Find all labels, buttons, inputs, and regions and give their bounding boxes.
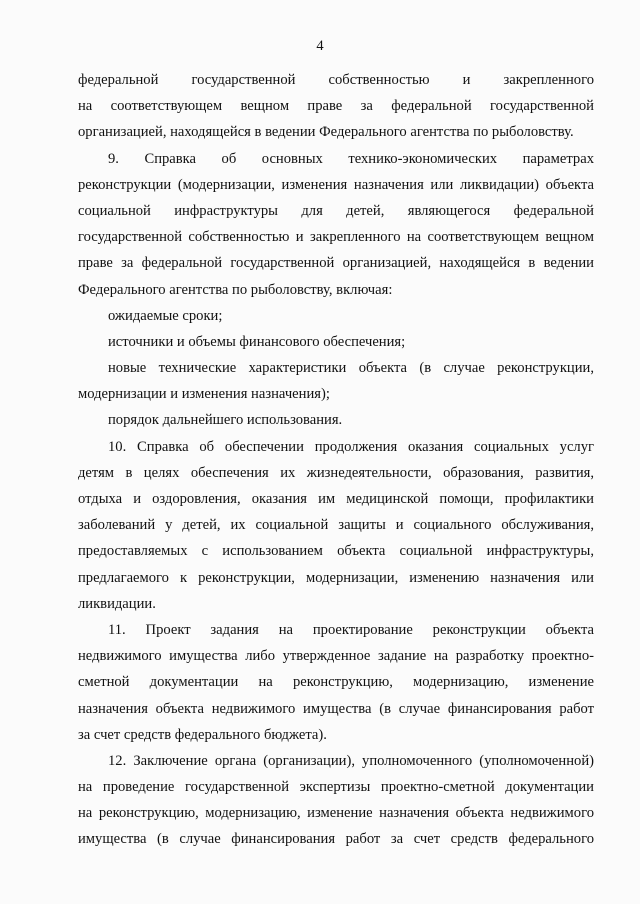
text-line: модернизации и изменения назначения);: [78, 386, 330, 403]
text-line: имущества (в случае финансирования работ за счет средств федерального: [78, 831, 594, 848]
text-line: недвижимого имущества либо утвержденное задание на разработку проектно-: [78, 648, 594, 665]
text-line: организацией, находящейся в ведении Федерального агентства по рыболовству.: [78, 124, 574, 141]
text-line: предлагаемого к реконструкции, модернизации, изменению назначения или: [78, 569, 594, 586]
text-line: источники и объемы финансового обеспечения;: [108, 333, 406, 350]
text-line: отдыха и оздоровления, оказания им медицинской помощи, профилактики: [78, 491, 594, 507]
text-line: ожидаемые сроки;: [108, 307, 223, 324]
text-line: социальной инфраструктуры для детей, являющегося федеральной: [78, 202, 594, 219]
text-line: на проведение государственной экспертизы проектно-сметной документации: [78, 779, 594, 796]
text-line: 10. Справка об обеспечении продолжения оказания социальных услуг: [108, 438, 594, 455]
document-body: [78, 67, 594, 853]
text-line: назначения объекта недвижимого имущества (в случае финансирования работ: [78, 700, 594, 717]
text-line: предоставляемых с использованием объекта социальной инфраструктуры,: [78, 543, 594, 560]
text-line: порядок дальнейшего использования.: [108, 412, 343, 429]
text-line: сметной документации на реконструкцию, модернизацию, изменение: [78, 674, 594, 691]
text-line: праве за федеральной государственной организацией, находящейся в ведении: [78, 255, 594, 272]
page-number: 4: [316, 38, 324, 54]
text-line: детям в целях обеспечения их жизнедеятельности, образования, развития,: [78, 464, 594, 481]
text-line: государственной собственностью и закрепленного на соответствующем вещном: [78, 229, 594, 246]
text-line: 11. Проект задания на проектирование реконструкции объекта: [108, 621, 594, 638]
text-line: новые технические характеристики объекта (в случае реконструкции,: [108, 360, 594, 377]
text-line: ликвидации.: [78, 595, 156, 612]
text-line: реконструкции (модернизации, изменения назначения или ликвидации) объекта: [78, 176, 594, 193]
text-line: на соответствующем вещном праве за федеральной государственной: [78, 98, 594, 115]
text-line: на реконструкцию, модернизацию, изменение назначения объекта недвижимого: [78, 805, 594, 822]
text-line: 12. Заключение органа (организации), уполномоченного (уполномоченной): [108, 752, 594, 769]
text-line: за счет средств федерального бюджета).: [78, 726, 327, 743]
text-line: 9. Справка об основных технико-экономических параметрах: [108, 150, 594, 167]
text-line: федеральной государственной собственностью и закрепленного: [78, 72, 594, 88]
text-line: Федерального агентства по рыболовству, включая:: [78, 281, 393, 298]
text-line: заболеваний у детей, их социальной защиты и социального обслуживания,: [78, 517, 594, 534]
